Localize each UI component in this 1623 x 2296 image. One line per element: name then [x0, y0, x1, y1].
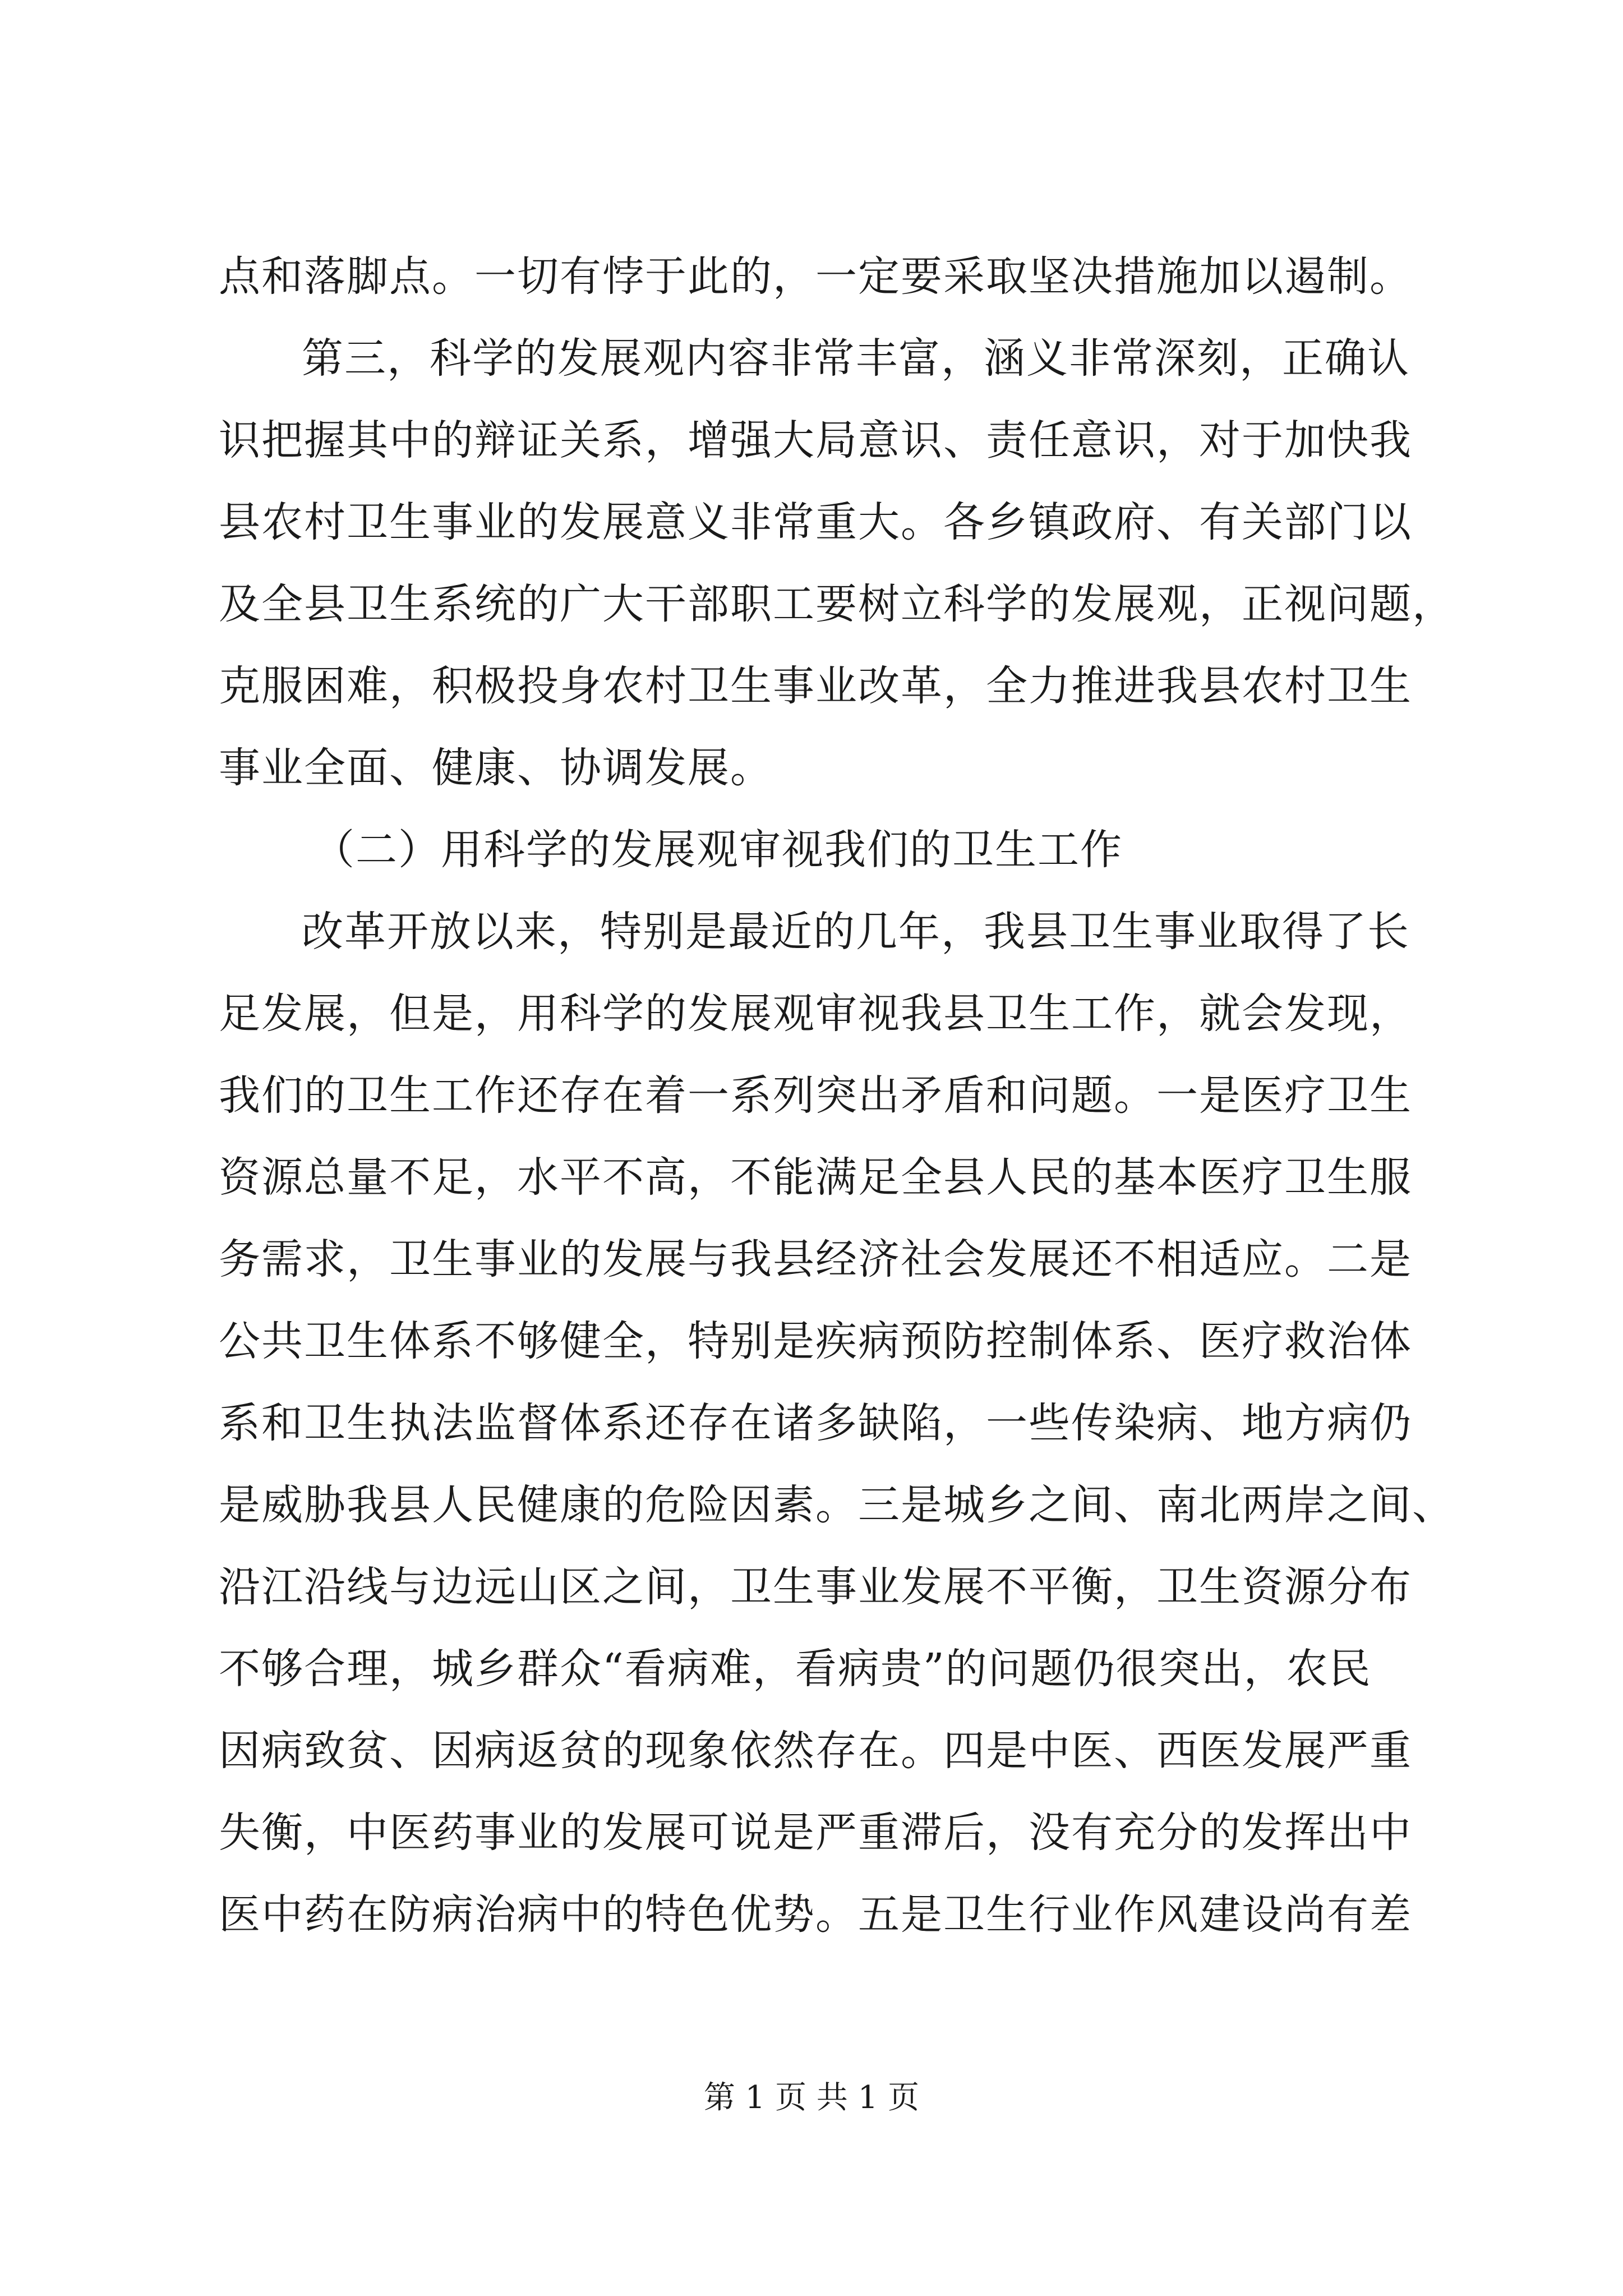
- section-heading: （二）用科学的发展观审视我们的卫生工作: [313, 826, 1123, 874]
- text-line-4: 县农村卫生事业的发展意义非常重大。各乡镇政府、有关部门以: [219, 498, 1412, 546]
- text-line-7: 事业全面、健康、协调发展。: [219, 744, 773, 792]
- text-line-1: 点和落脚点。一切有悖于此的，一定要采取坚决措施加以遏制。: [219, 252, 1412, 301]
- text-line-19: 因病致贫、因病返贫的现象依然存在。四是中医、西医发展严重: [219, 1727, 1412, 1775]
- document-body: [219, 236, 1455, 1955]
- text-line-2: 第三，科学的发展观内容非常丰富，涵义非常深刻，正确认: [302, 334, 1410, 383]
- text-line-13: 务需求，卫生事业的发展与我县经济社会发展还不相适应。二是: [219, 1235, 1412, 1283]
- text-line-21: 医中药在防病治病中的特色优势。五是卫生行业作风建设尚有差: [219, 1890, 1412, 1939]
- text-line-10: 足发展，但是，用科学的发展观审视我县卫生工作，就会发现，: [219, 990, 1412, 1038]
- text-line-15: 系和卫生执法监督体系还存在诸多缺陷，一些传染病、地方病仍: [219, 1399, 1412, 1447]
- text-line-16: 是威胁我县人民健康的危险因素。三是城乡之间、南北两岸之间、: [219, 1481, 1455, 1529]
- text-line-9: 改革开放以来，特别是最近的几年，我县卫生事业取得了长: [302, 908, 1410, 956]
- text-line-3: 识把握其中的辩证关系，增强大局意识、责任意识，对于加快我: [219, 416, 1412, 464]
- text-line-11: 我们的卫生工作还存在着一系列突出矛盾和问题。一是医疗卫生: [219, 1071, 1412, 1120]
- text-line-12: 资源总量不足，水平不高，不能满足全县人民的基本医疗卫生服: [219, 1153, 1412, 1202]
- text-line-18: 不够合理，城乡群众“看病难，看病贵”的问题仍很突出，农民: [219, 1645, 1372, 1693]
- text-line-20: 失衡，中医药事业的发展可说是严重滞后，没有充分的发挥出中: [219, 1809, 1412, 1857]
- text-line-5: 及全县卫生系统的广大干部职工要树立科学的发展观，正视问题，: [219, 580, 1455, 628]
- page-number-footer: 第 1 页 共 1 页: [703, 2079, 920, 2116]
- text-line-14: 公共卫生体系不够健全，特别是疾病预防控制体系、医疗救治体: [219, 1317, 1412, 1365]
- text-line-6: 克服困难，积极投身农村卫生事业改革，全力推进我县农村卫生: [219, 662, 1412, 710]
- text-line-17: 沿江沿线与边远山区之间，卫生事业发展不平衡，卫生资源分布: [219, 1563, 1412, 1611]
